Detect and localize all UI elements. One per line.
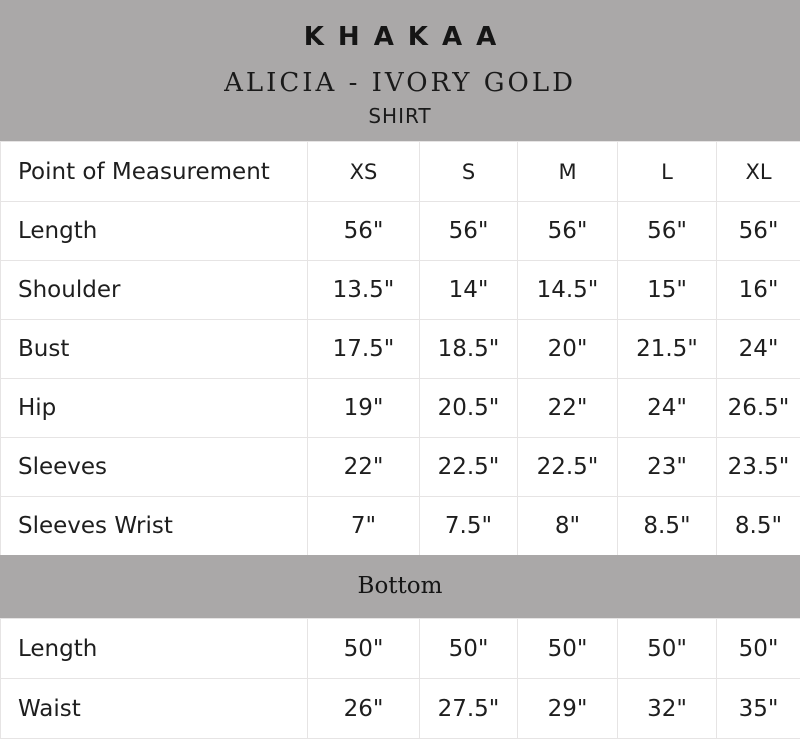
table-cell: 50" <box>717 619 800 679</box>
table-cell: 7.5" <box>420 497 518 556</box>
table-cell: 26" <box>308 679 420 739</box>
table-cell: 8" <box>518 497 618 556</box>
table-cell: 27.5" <box>420 679 518 739</box>
measurement-label: Length <box>1 202 308 261</box>
table-cell: 13.5" <box>308 261 420 320</box>
table-cell: 35" <box>717 679 800 739</box>
table-cell: 24" <box>717 320 800 379</box>
table-row <box>1 202 800 261</box>
measurement-label: Hip <box>1 379 308 438</box>
table-cell: 22" <box>308 438 420 497</box>
table-cell: 20.5" <box>420 379 518 438</box>
table-row <box>1 261 800 320</box>
table-cell: 22.5" <box>420 438 518 497</box>
measurement-label: Sleeves <box>1 438 308 497</box>
table-cell: 22" <box>518 379 618 438</box>
table-cell: 14.5" <box>518 261 618 320</box>
table-cell: 20" <box>518 320 618 379</box>
measurement-label: Sleeves Wrist <box>1 497 308 556</box>
table-cell: 22.5" <box>518 438 618 497</box>
measurement-label: Shoulder <box>1 261 308 320</box>
table-row <box>1 320 800 379</box>
table-cell: 32" <box>618 679 717 739</box>
column-header: L <box>618 142 717 202</box>
table-cell: 26.5" <box>717 379 800 438</box>
table-cell: 21.5" <box>618 320 717 379</box>
column-header: XL <box>717 142 800 202</box>
bottom-size-table <box>0 618 800 739</box>
table-row <box>1 679 800 739</box>
table-row <box>1 438 800 497</box>
column-header: M <box>518 142 618 202</box>
table-header-row <box>1 142 800 202</box>
chart-header <box>0 0 800 141</box>
table-cell: 23" <box>618 438 717 497</box>
measurement-label: Bust <box>1 320 308 379</box>
table-cell: 14" <box>420 261 518 320</box>
brand-logo: KHAKAA <box>0 22 800 52</box>
table-cell: 23.5" <box>717 438 800 497</box>
column-header: XS <box>308 142 420 202</box>
measurement-label: Length <box>1 619 308 679</box>
table-cell: 56" <box>717 202 800 261</box>
table-row <box>1 379 800 438</box>
table-cell: 15" <box>618 261 717 320</box>
bottom-section-title: Bottom <box>0 555 800 618</box>
table-cell: 19" <box>308 379 420 438</box>
table-cell: 56" <box>308 202 420 261</box>
column-header: S <box>420 142 518 202</box>
table-cell: 50" <box>518 619 618 679</box>
table-row <box>1 497 800 556</box>
table-cell: 50" <box>618 619 717 679</box>
shirt-size-table <box>0 141 800 556</box>
column-header: Point of Measurement <box>1 142 308 202</box>
table-cell: 7" <box>308 497 420 556</box>
table-cell: 18.5" <box>420 320 518 379</box>
measurement-label: Waist <box>1 679 308 739</box>
table-cell: 56" <box>518 202 618 261</box>
table-cell: 29" <box>518 679 618 739</box>
table-cell: 17.5" <box>308 320 420 379</box>
table-cell: 50" <box>420 619 518 679</box>
table-cell: 16" <box>717 261 800 320</box>
category-label: SHIRT <box>0 104 800 128</box>
table-row <box>1 619 800 679</box>
table-cell: 24" <box>618 379 717 438</box>
table-cell: 8.5" <box>717 497 800 556</box>
table-cell: 8.5" <box>618 497 717 556</box>
table-cell: 56" <box>420 202 518 261</box>
table-cell: 50" <box>308 619 420 679</box>
product-title: ALICIA - IVORY GOLD <box>0 68 800 98</box>
table-cell: 56" <box>618 202 717 261</box>
